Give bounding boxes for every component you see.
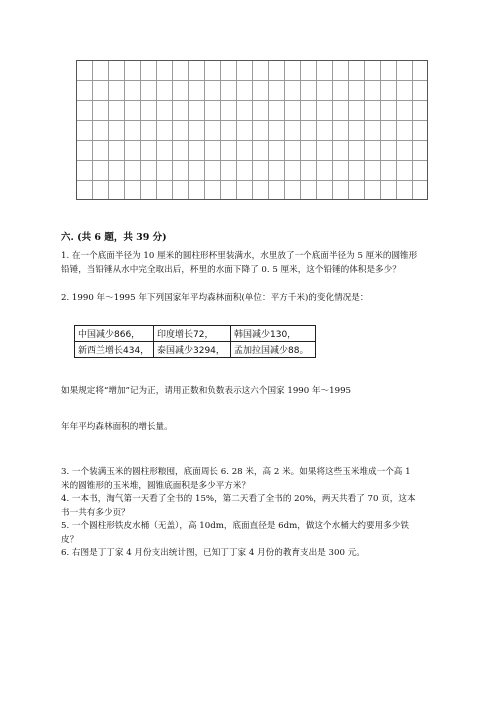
- table-cell: 中国减少866，: [75, 326, 154, 342]
- question-5: 5. 一个圆柱形铁皮水桶（无盖），高 10dm，底面直径是 6dm，做这个水桶大约要用多少铁皮？: [61, 521, 409, 545]
- question-1: 1. 在一个底面半径为 10 厘米的圆柱形杯里装满水，水里放了一个底面半径为 5 厘米的圆锥形铅锤，当铅锤从水中完全取出后，杯里的水面下降了 0. 5 厘米，这个铅锤的体积是多少？: [61, 251, 418, 275]
- table-cell: 印度增长72，: [154, 326, 231, 342]
- question-2: 2. 1990 年～1995 年下列国家年平均森林面积(单位：平方千米)的变化情况是：: [61, 293, 369, 303]
- question-2-text-a: 如果规定将“增加”记为正，请用正数和负数表示这六个国家 1990 年～1995: [61, 386, 352, 396]
- writing-grid: [76, 60, 428, 200]
- section-title: 六. (共 6 题，共 39 分): [61, 232, 167, 243]
- table-row: [75, 326, 316, 342]
- table-cell: 韩国减少130，: [231, 326, 316, 342]
- table-cell: 泰国减少3294，: [154, 342, 231, 358]
- table-row: [75, 342, 316, 358]
- question-6: 6. 右图是丁丁家 4 月份支出统计图，已知丁丁家 4 月份的教育支出是 300 元。: [61, 548, 365, 558]
- forest-area-table: [74, 325, 316, 358]
- table-cell: 孟加拉国减少88。: [231, 342, 316, 358]
- question-3: 3. 一个装满玉米的圆柱形粮囤，底面周长 6. 28 米，高 2 米。如果将这些玉米堆成一个高 1 米的圆锥形的玉米堆，圆锥底面积是多少平方米？: [61, 467, 411, 491]
- table-cell: 新西兰增长434，: [75, 342, 154, 358]
- question-2-text-b: 年年平均森林面积的增长量。: [61, 422, 173, 432]
- question-4: 4. 一本书，淘气第一天看了全书的 15%，第二天看了全书的 20%，两天共看了 70 页，这本书一共有多少页？: [61, 494, 416, 518]
